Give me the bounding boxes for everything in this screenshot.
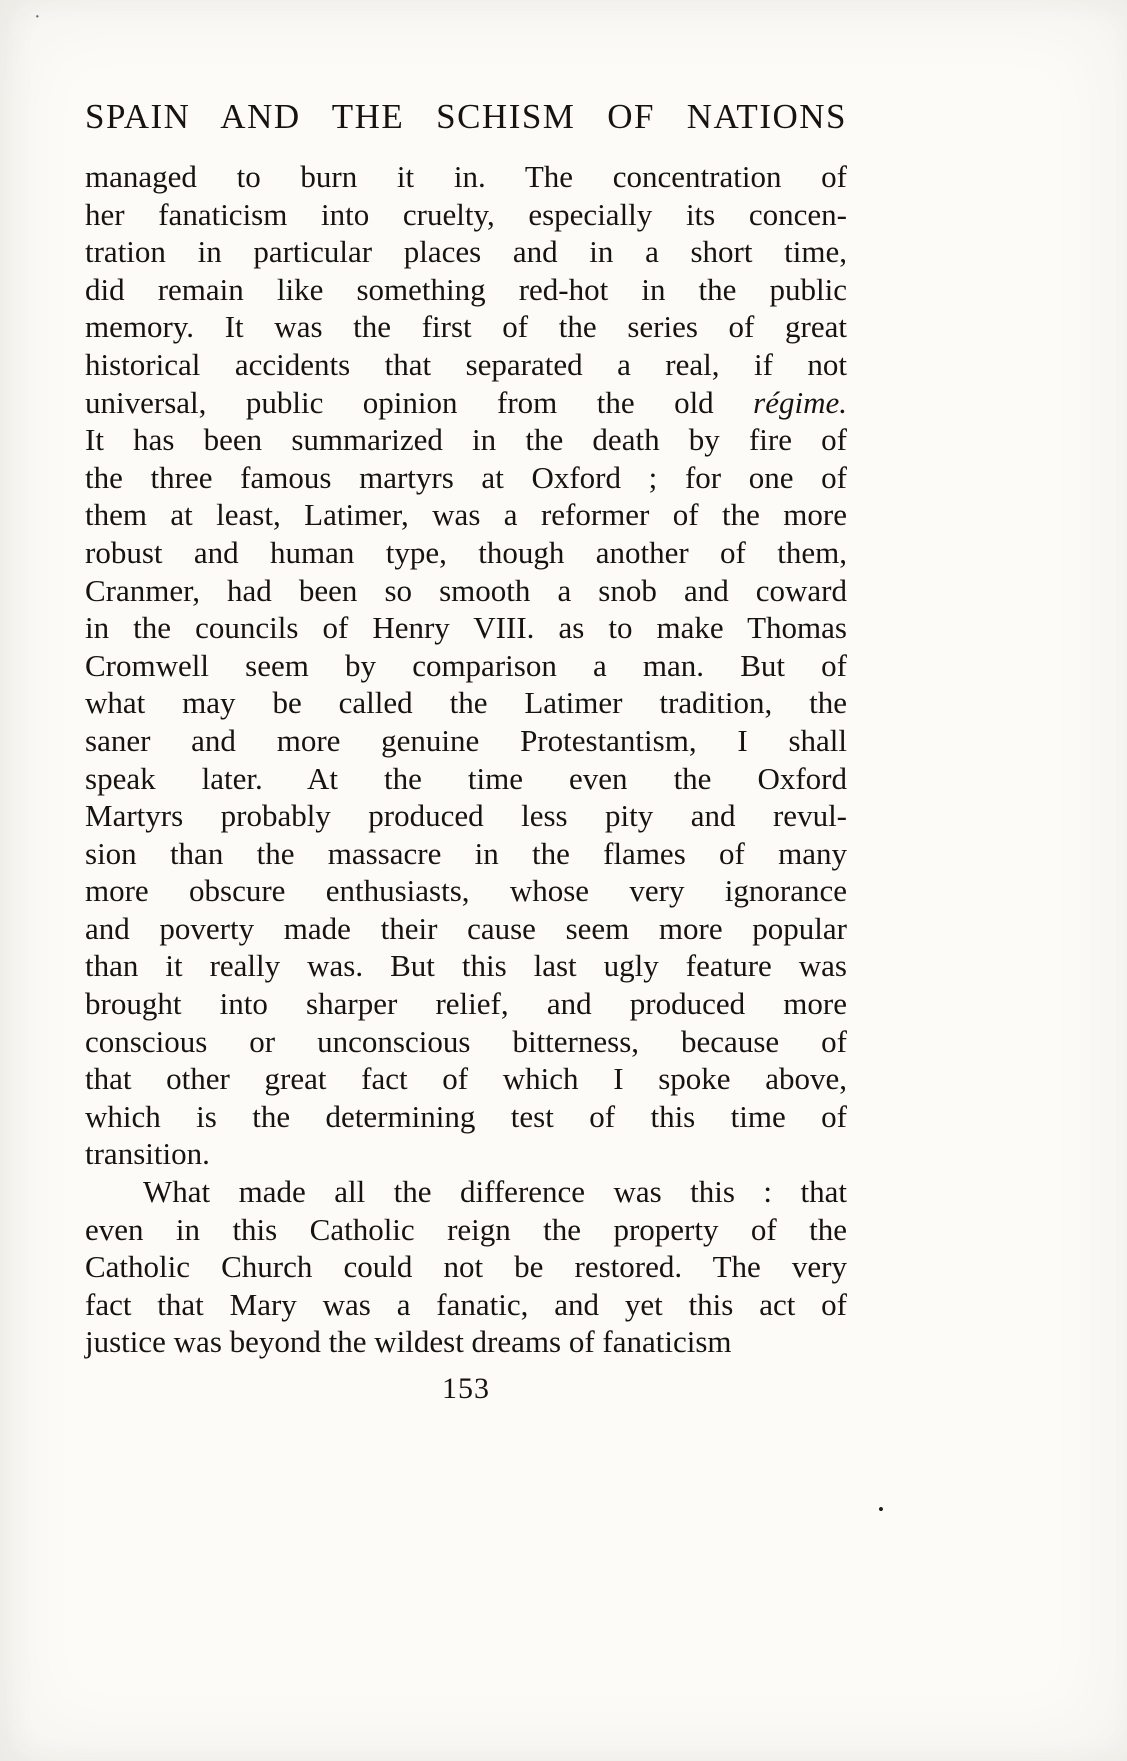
text-line: Martyrs probably produced less pity and revul- [85,798,847,834]
text-line: conscious or unconscious bitterness, because of [85,1023,847,1059]
text-line: in the councils of Henry VIII. as to make Thomas [85,610,847,646]
text-line: fact that Mary was a fanatic, and yet this act of [85,1286,847,1322]
page-body [85,158,847,1361]
page-number: 153 [442,1372,490,1405]
text-line: the three famous martyrs at Oxford ; for one of [85,459,847,495]
scan-artifact-top: · [34,6,41,28]
text-line-paragraph-end: transition. [85,1136,210,1172]
text-line: saner and more genuine Protestantism, I shall [85,722,847,758]
text-line: robust and human type, though another of them, [85,534,847,570]
text-line: even in this Catholic reign the property of the [85,1211,847,1247]
text-line: than it really was. But this last ugly feature was [85,948,847,984]
text-line: Catholic Church could not be restored. The very [85,1249,847,1285]
text-line: managed to burn it in. The concentration of [85,159,847,194]
text-line: and poverty made their cause seem more popular [85,910,847,946]
text-line: brought into sharper relief, and produced more [85,986,847,1022]
text-line: speak later. At the time even the Oxford [85,760,847,796]
text-line: them at least, Latimer, was a reformer of the more [85,497,847,533]
text-line: which is the determining test of this time of [85,1098,847,1134]
regime-line-italic: régime. [753,384,847,420]
text-line: tration in particular places and in a short time, [85,234,847,270]
text-line: memory. It was the first of the series of great [85,309,847,345]
scan-artifact-bottom: • [878,1500,884,1519]
text-line: It has been summarized in the death by fire of [85,422,847,458]
text-line: more obscure enthusiasts, whose very ignorance [85,873,847,909]
text-line: Cranmer, had been so smooth a snob and coward [85,572,847,608]
text-line: that other great fact of which I spoke above, [85,1061,847,1097]
text-line: did remain like something red-hot in the public [85,271,847,307]
text-line-paragraph-start: What made all the difference was this : that [143,1174,847,1210]
text-line: historical accidents that separated a real, if not [85,346,847,382]
text-line-regime [85,384,847,422]
text-line: what may be called the Latimer tradition, the [85,685,847,721]
text-line: Cromwell seem by comparison a man. But of [85,647,847,683]
regime-line-pre: universal, public opinion from the old [85,384,754,420]
text-line-paragraph-end: justice was beyond the wildest dreams of fanaticism [85,1324,732,1360]
text-line: her fanaticism into cruelty, especially its concen- [85,196,847,232]
running-header: SPAIN AND THE SCHISM OF NATIONS [85,97,847,136]
text-line: sion than the massacre in the flames of many [85,835,847,871]
